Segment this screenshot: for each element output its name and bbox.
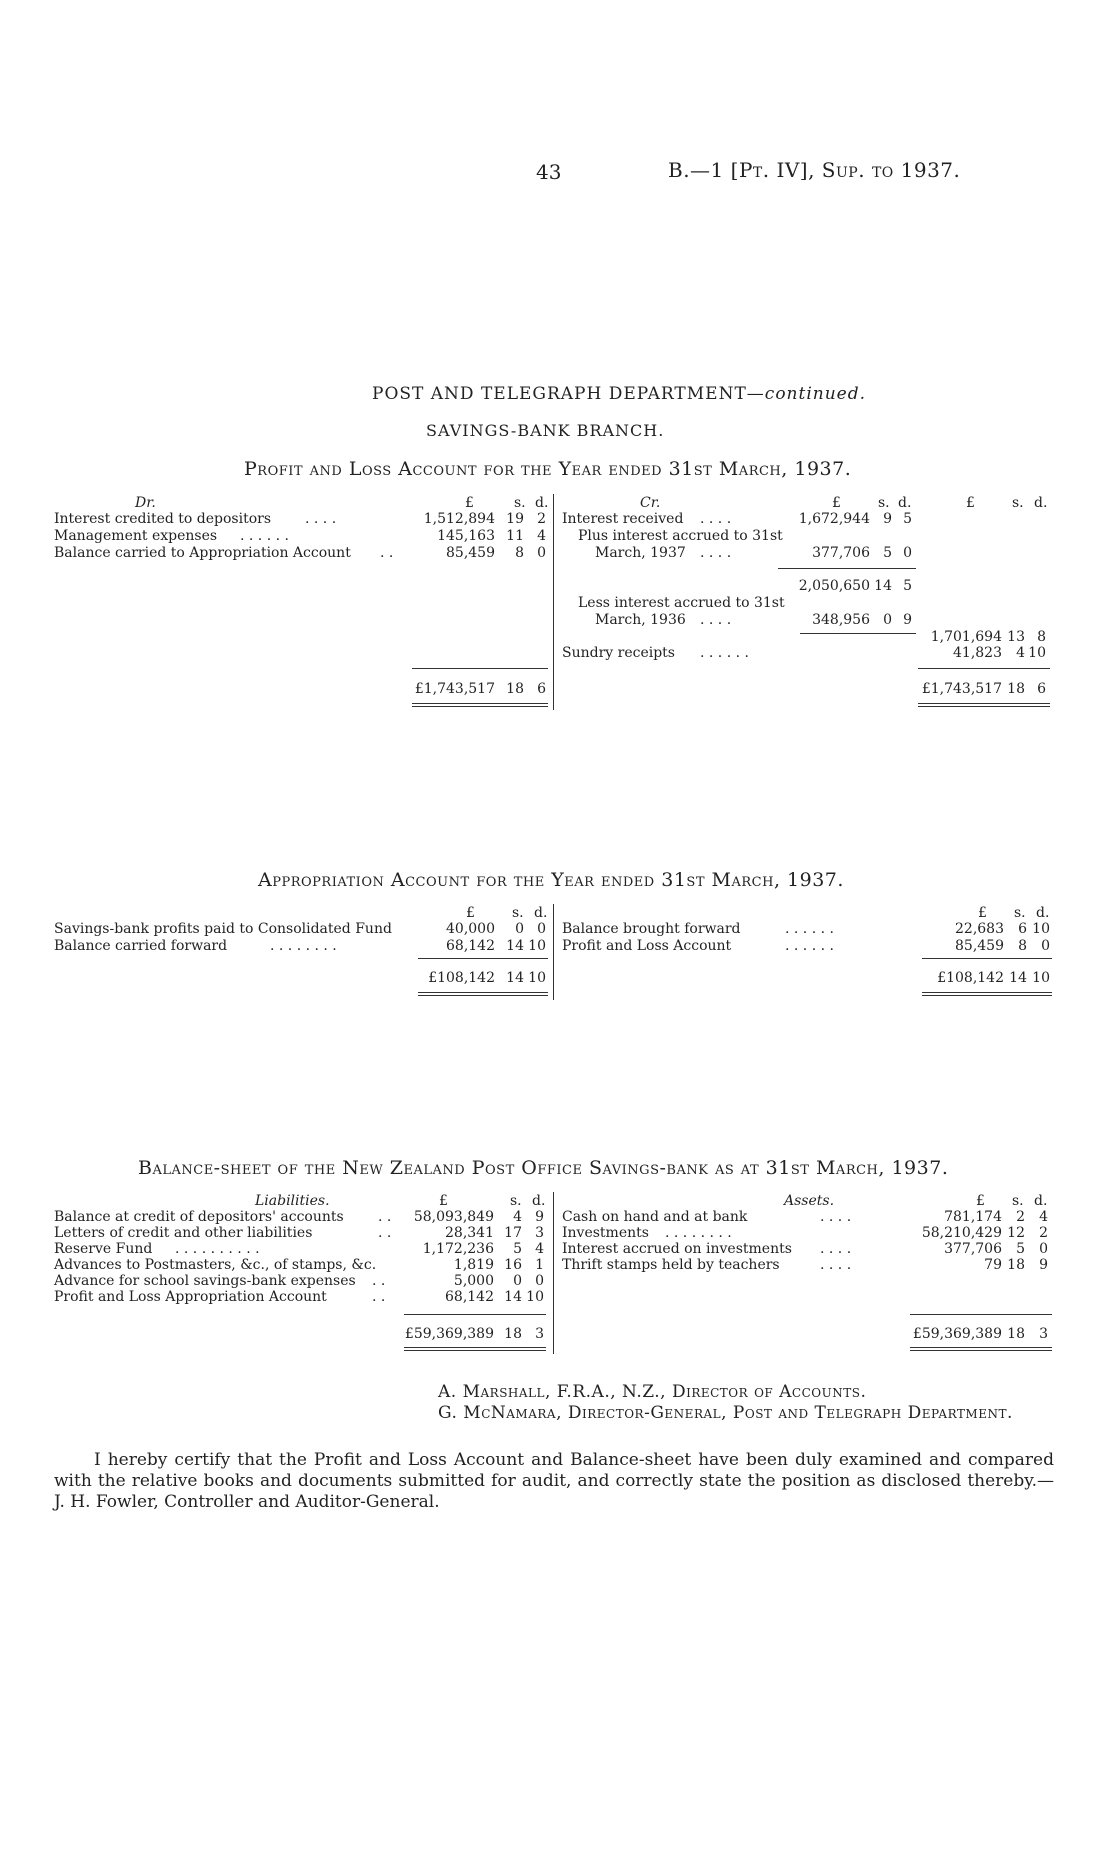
pl-net-col-d: d. (1034, 495, 1048, 511)
pl-dr-row-d: 4 (537, 528, 546, 544)
app-dr-row-pounds: 40,000 (446, 921, 495, 937)
bs-liab-col-d: d. (532, 1193, 546, 1209)
pl-cr-col-pound: £ (832, 495, 841, 511)
pl-dr-double-rule (412, 703, 548, 704)
pl-cr-row-dots: . . . . (700, 545, 732, 561)
pl-dr-row-s: 8 (515, 545, 524, 561)
bs-asset-row-dots: . . . . (820, 1257, 852, 1273)
app-dr-row-d: 10 (528, 938, 546, 954)
app-cr-total-pounds: £108,142 (937, 970, 1004, 986)
pl-cr-double-rule (918, 703, 1050, 704)
app-cr-col-d: d. (1036, 905, 1050, 921)
app-dr-total-d: 10 (528, 970, 546, 986)
app-cr-total-rule (922, 958, 1052, 959)
bs-assets-label: Assets. (784, 1193, 835, 1209)
app-dr-total-s: 14 (506, 970, 524, 986)
bs-liab-col-pound: £ (439, 1193, 448, 1209)
pl-center-divider (553, 494, 554, 710)
bs-asset-row-label: Thrift stamps held by teachers (562, 1257, 780, 1273)
bs-liab-row-label: Reserve Fund (54, 1241, 153, 1257)
bs-liab-row-d: 4 (535, 1241, 544, 1257)
pl-dr-col-d: d. (535, 495, 549, 511)
page-number: 43 (536, 160, 562, 184)
app-dr-row-label: Savings-bank profits paid to Consolidated Fund (54, 921, 392, 937)
app-cr-total-s: 14 (1009, 970, 1027, 986)
bs-liab-row-pounds: 68,142 (445, 1289, 494, 1305)
pl-cr-row-d: 5 (903, 578, 912, 594)
bs-liab-row-dots: . . (378, 1209, 392, 1225)
bs-liab-row-d: 3 (535, 1225, 544, 1241)
profit-loss-title: Profit and Loss Account for the Year ended 31st March, 1937. (244, 458, 852, 480)
pl-cr-row-dots: . . . . (700, 511, 732, 527)
bs-asset-col-d: d. (1034, 1193, 1048, 1209)
pl-cr-double-rule (918, 706, 1050, 707)
app-cr-total-d: 10 (1032, 970, 1050, 986)
bs-liab-row-label: Letters of credit and other liabilities (54, 1225, 313, 1241)
pl-net-col-s: s. (1012, 495, 1024, 511)
bs-liab-row-pounds: 58,093,849 (413, 1209, 494, 1225)
pl-cr-row-label: Less interest accrued to 31st (578, 595, 785, 611)
bs-asset-row-s: 2 (1016, 1209, 1025, 1225)
bs-liab-row-pounds: 1,819 (453, 1257, 494, 1273)
pl-dr-row-d: 0 (537, 545, 546, 561)
app-dr-col-s: s. (512, 905, 524, 921)
bs-liabilities-label: Liabilities. (255, 1193, 330, 1209)
pl-dr-row-d: 2 (537, 511, 546, 527)
bs-asset-row-label: Investments (562, 1225, 649, 1241)
pl-cr-row-s: 9 (883, 511, 892, 527)
app-cr-double-rule (922, 992, 1052, 993)
app-cr-row-dots: . . . . . . (785, 921, 834, 937)
pl-cr-row-pounds: 348,956 (812, 612, 870, 628)
app-cr-row-s: 6 (1018, 921, 1027, 937)
pl-cr-row-label: Plus interest accrued to 31st (578, 528, 783, 544)
pl-cr-row-d: 5 (903, 511, 912, 527)
app-cr-row-pounds: 85,459 (955, 938, 1004, 954)
bs-asset-row-pounds: 781,174 (944, 1209, 1002, 1225)
app-cr-row-s: 8 (1018, 938, 1027, 954)
bs-liab-row-label: Profit and Loss Appropriation Account (54, 1289, 327, 1305)
audit-certification: I hereby certify that the Profit and Loss Account and Balance-sheet have been duly examined and compared with the relative books and documents submitted for audit, and correctly state the position as disclosed thereby.—J. H. Fowler, Controller and Auditor-General. (54, 1450, 1054, 1512)
bs-liab-row-pounds: 1,172,236 (422, 1241, 494, 1257)
app-dr-double-rule (418, 995, 548, 996)
bs-liab-row-s: 5 (513, 1241, 522, 1257)
app-dr-col-pound: £ (466, 905, 475, 921)
department-continued: continued. (764, 384, 867, 404)
bs-liab-row-s: 16 (504, 1257, 522, 1273)
bs-liab-row-label: Advances to Postmasters, &c., of stamps, &c. (54, 1257, 377, 1273)
bs-asset-total-rule (910, 1314, 1052, 1315)
bs-liab-row-d: 1 (535, 1257, 544, 1273)
app-dr-row-d: 0 (537, 921, 546, 937)
bs-liab-row-s: 4 (513, 1209, 522, 1225)
bs-liab-total-rule (404, 1314, 546, 1315)
pl-cr-row-pounds: 1,672,944 (798, 511, 870, 527)
department-title: POST AND TELEGRAPH DEPARTMENT—continued. (372, 384, 867, 404)
app-cr-row-d: 0 (1041, 938, 1050, 954)
pl-cr-row-dots: . . . . (700, 612, 732, 628)
pl-cr-row-label: Interest received (562, 511, 684, 527)
pl-dr-total-s: 18 (506, 681, 524, 697)
bs-liab-total-d: 3 (535, 1326, 544, 1342)
bs-liab-row-d: 9 (535, 1209, 544, 1225)
app-cr-double-rule (922, 995, 1052, 996)
bs-asset-row-d: 4 (1039, 1209, 1048, 1225)
bs-liab-total-s: 18 (504, 1326, 522, 1342)
app-cr-row-d: 10 (1032, 921, 1050, 937)
bs-liab-row-label: Balance at credit of depositors' accounts (54, 1209, 344, 1225)
pl-cr-row-label: March, 1937 (595, 545, 686, 561)
app-dr-col-d: d. (534, 905, 548, 921)
bs-asset-row-s: 5 (1016, 1241, 1025, 1257)
branch-title: SAVINGS-BANK BRANCH. (426, 421, 665, 440)
bs-liab-row-s: 0 (513, 1273, 522, 1289)
bs-liab-row-dots: . . . . . . . . . . (175, 1241, 260, 1257)
bs-liab-row-dots: . . (372, 1289, 386, 1305)
bs-liab-row-s: 17 (504, 1225, 522, 1241)
signature-director-general: G. McNamara, Director-General, Post and Telegraph Department. (438, 1403, 1013, 1423)
bs-asset-total-d: 3 (1039, 1326, 1048, 1342)
app-dr-total-pounds: £108,142 (428, 970, 495, 986)
bs-center-divider (553, 1192, 554, 1354)
balance-sheet-title: Balance-sheet of the New Zealand Post Office Savings-bank as at 31st March, 1937. (138, 1157, 949, 1179)
signature-director-accounts: A. Marshall, F.R.A., N.Z., Director of Accounts. (438, 1382, 867, 1402)
pl-dr-row-dots: . . . . (305, 511, 337, 527)
bs-asset-row-dots: . . . . (820, 1209, 852, 1225)
pl-dr-row-pounds: 1,512,894 (423, 511, 495, 527)
bs-asset-row-pounds: 58,210,429 (921, 1225, 1002, 1241)
app-dr-row-s: 0 (515, 921, 524, 937)
bs-liab-row-pounds: 28,341 (445, 1225, 494, 1241)
bs-liab-row-label: Advance for school savings-bank expenses (54, 1273, 356, 1289)
pl-sundry-pounds: 41,823 (953, 645, 1002, 661)
bs-asset-row-label: Interest accrued on investments (562, 1241, 792, 1257)
pl-net-col-pound: £ (966, 495, 975, 511)
pl-cr-col-d: d. (898, 495, 912, 511)
app-dr-total-rule (418, 958, 548, 959)
pl-dr-col-s: s. (514, 495, 526, 511)
pl-cr-total-pounds: £1,743,517 (921, 681, 1002, 697)
pl-cr-row-s: 5 (883, 545, 892, 561)
bs-liab-double-rule (404, 1347, 546, 1348)
bs-liab-row-s: 14 (504, 1289, 522, 1305)
bs-asset-double-rule (910, 1347, 1052, 1348)
pl-dr-row-pounds: 145,163 (437, 528, 495, 544)
bs-asset-col-s: s. (1012, 1193, 1024, 1209)
pl-cr-net-pounds: 1,701,694 (930, 629, 1002, 645)
bs-asset-double-rule (910, 1350, 1052, 1351)
pl-dr-col-pound: £ (465, 495, 474, 511)
bs-asset-row-s: 18 (1007, 1257, 1025, 1273)
bs-liab-row-dots: . . (372, 1273, 386, 1289)
pl-cr-row-s: 0 (883, 612, 892, 628)
app-dr-double-rule (418, 992, 548, 993)
pl-dr-total-pounds: £1,743,517 (414, 681, 495, 697)
app-dr-row-label: Balance carried forward (54, 938, 228, 954)
app-dr-row-dots: . . . . . . . . (270, 938, 337, 954)
pl-dr-label: Dr. (135, 495, 156, 511)
pl-dr-row-label: Interest credited to depositors (54, 511, 272, 527)
bs-liab-row-d: 0 (535, 1273, 544, 1289)
bs-liab-row-dots: . . (378, 1225, 392, 1241)
pl-sundry-dots: . . . . . . (700, 645, 749, 661)
pl-dr-row-label: Balance carried to Appropriation Account (54, 545, 351, 561)
app-cr-col-s: s. (1014, 905, 1026, 921)
pl-sundry-label: Sundry receipts (562, 645, 675, 661)
bs-liab-total-pounds: £59,369,389 (404, 1326, 494, 1342)
pl-cr-row-pounds: 377,706 (812, 545, 870, 561)
bs-liab-row-pounds: 5,000 (453, 1273, 494, 1289)
bs-liab-col-s: s. (510, 1193, 522, 1209)
pl-dr-row-pounds: 85,459 (446, 545, 495, 561)
pl-cr-row-pounds: 2,050,650 (798, 578, 870, 594)
pl-dr-row-label: Management expenses (54, 528, 218, 544)
bs-asset-row-pounds: 377,706 (944, 1241, 1002, 1257)
app-cr-row-pounds: 22,683 (955, 921, 1004, 937)
bs-liab-row-d: 10 (526, 1289, 544, 1305)
bs-liab-double-rule (404, 1350, 546, 1351)
bs-asset-row-d: 0 (1039, 1241, 1048, 1257)
pl-cr-row-label: March, 1936 (595, 612, 686, 628)
app-cr-col-pound: £ (978, 905, 987, 921)
bs-asset-row-label: Cash on hand and at bank (562, 1209, 748, 1225)
pl-cr-net-d: 8 (1037, 629, 1046, 645)
pl-dr-row-s: 11 (506, 528, 524, 544)
app-dr-row-pounds: 68,142 (446, 938, 495, 954)
pl-cr-total-d: 6 (1037, 681, 1046, 697)
bs-asset-row-dots: . . . . (820, 1241, 852, 1257)
pl-cr-subtotal-rule (778, 568, 916, 569)
bs-asset-row-s: 12 (1007, 1225, 1025, 1241)
appropriation-title: Appropriation Account for the Year ended 31st March, 1937. (258, 869, 844, 891)
pl-cr-col-s: s. (878, 495, 890, 511)
pl-dr-total-d: 6 (537, 681, 546, 697)
pl-cr-row-s: 14 (874, 578, 892, 594)
bs-asset-row-dots: . . . . . . . . (665, 1225, 732, 1241)
app-center-divider (553, 904, 554, 1000)
pl-cr-net-s: 13 (1007, 629, 1025, 645)
bs-asset-col-pound: £ (976, 1193, 985, 1209)
app-dr-row-s: 14 (506, 938, 524, 954)
app-cr-row-label: Profit and Loss Account (562, 938, 732, 954)
pl-dr-row-dots: . . (380, 545, 394, 561)
pl-cr-label: Cr. (640, 495, 661, 511)
bs-asset-total-s: 18 (1007, 1326, 1025, 1342)
bs-asset-total-pounds: £59,369,389 (912, 1326, 1002, 1342)
pl-cr-total-s: 18 (1007, 681, 1025, 697)
bs-asset-row-pounds: 79 (984, 1257, 1002, 1273)
app-cr-row-label: Balance brought forward (562, 921, 741, 937)
pl-cr-total-rule (918, 668, 1050, 669)
document-reference: B.—1 [Pt. IV], Sup. to 1937. (668, 158, 961, 182)
pl-dr-total-rule (412, 668, 548, 669)
pl-dr-row-dots: . . . . . . (240, 528, 289, 544)
bs-asset-row-d: 2 (1039, 1225, 1048, 1241)
app-cr-row-dots: . . . . . . (785, 938, 834, 954)
bs-asset-row-d: 9 (1039, 1257, 1048, 1273)
pl-dr-row-s: 19 (506, 511, 524, 527)
pl-dr-double-rule (412, 706, 548, 707)
pl-sundry-d: 10 (1028, 645, 1046, 661)
pl-cr-row-d: 0 (903, 545, 912, 561)
pl-cr-row-d: 9 (903, 612, 912, 628)
pl-sundry-s: 4 (1016, 645, 1025, 661)
